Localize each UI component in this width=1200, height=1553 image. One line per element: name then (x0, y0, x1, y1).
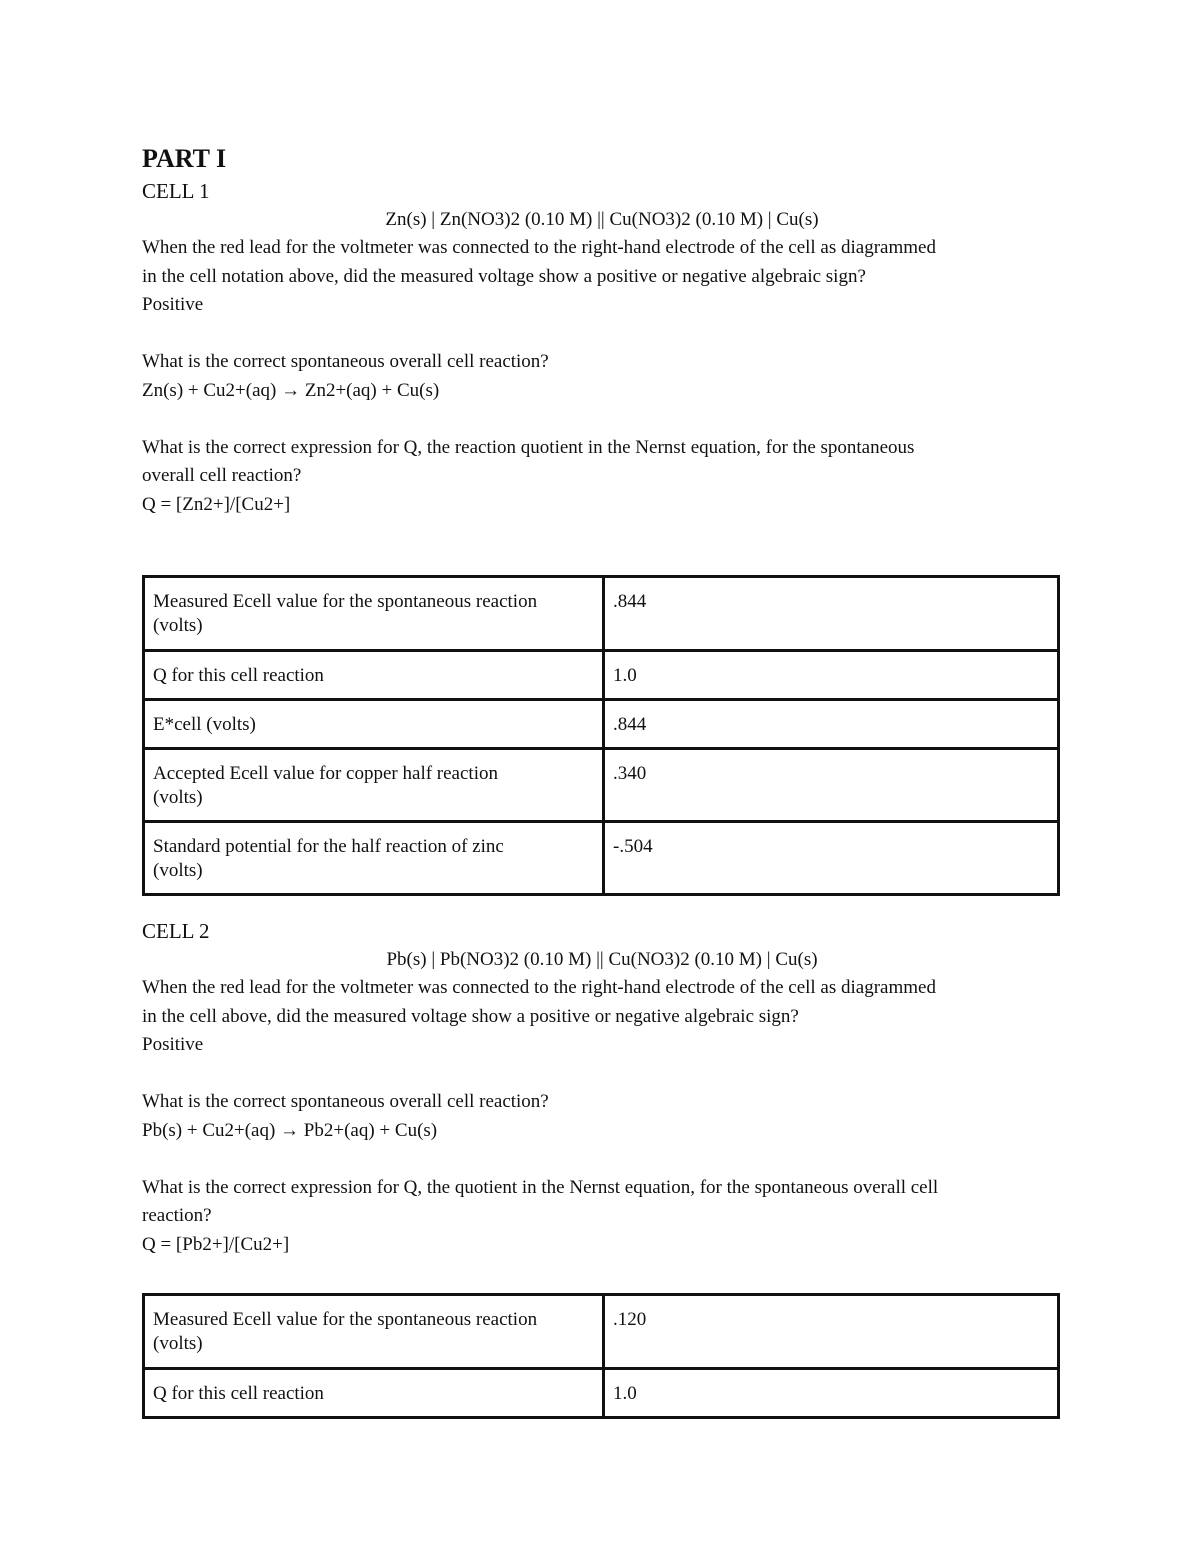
cell-2-answer-2: Pb(s) + Cu2+(aq) → Pb2+(aq) + Cu(s) (142, 1119, 438, 1141)
table-row (144, 749, 1059, 822)
table-value-cell: 1.0 (604, 651, 1059, 700)
label-line: Accepted Ecell value for copper half reaction (153, 763, 498, 784)
table-label-cell (144, 651, 604, 700)
cell-1-answer-3: Q = [Zn2+]/[Cu2+] (142, 493, 291, 515)
table-row (144, 822, 1059, 895)
table-label-cell (144, 749, 604, 822)
cell-1-answer-1: Positive (142, 294, 204, 315)
table-label-cell (144, 577, 604, 651)
table-value-cell: .844 (604, 577, 1059, 651)
table-label-cell (144, 700, 604, 749)
label-line: Q for this cell reaction (153, 665, 324, 686)
cell-1-question-3-line-2: overall cell reaction? (142, 465, 302, 486)
label-line: Q for this cell reaction (153, 1383, 324, 1404)
table-row (144, 700, 1059, 749)
label-line: Standard potential for the half reaction of zinc (153, 836, 504, 857)
cell-2-data-table (142, 1293, 1060, 1419)
cell-2-question-1-line-1: When the red lead for the voltmeter was connected to the right-hand electrode of the cell as diagrammed (142, 977, 936, 998)
cell-1-question-1-line-1: When the red lead for the voltmeter was connected to the right-hand electrode of the cell as diagrammed (142, 237, 936, 258)
cell-2-notation: Pb(s) | Pb(NO3)2 (0.10 M) || Cu(NO3)2 (0.10 M) | Cu(s) (386, 949, 818, 970)
table-value-cell: .340 (604, 749, 1059, 822)
label-line: (volts) (153, 1333, 203, 1354)
cell-2-answer-3: Q = [Pb2+]/[Cu2+] (142, 1233, 290, 1255)
cell-1-question-3-line-1: What is the correct expression for Q, the reaction quotient in the Nernst equation, for the spontaneous (142, 436, 915, 458)
table-row (144, 1295, 1059, 1369)
table-row (144, 651, 1059, 700)
label-line: E*cell (volts) (153, 714, 256, 735)
table-label-cell (144, 1295, 604, 1369)
cell-1-notation: Zn(s) | Zn(NO3)2 (0.10 M) || Cu(NO3)2 (0.10 M) | Cu(s) (385, 209, 819, 230)
cell-1-question-2: What is the correct spontaneous overall cell reaction? (142, 351, 549, 372)
cell-2-question-1-line-2: in the cell above, did the measured voltage show a positive or negative algebraic sign? (142, 1005, 799, 1027)
label-line: Measured Ecell value for the spontaneous reaction (153, 591, 538, 612)
cell-1-title: CELL 1 (142, 179, 210, 203)
cell-2-question-3-line-1: What is the correct expression for Q, the quotient in the Nernst equation, for the spontaneous overall cell (142, 1176, 939, 1198)
table-value-cell: 1.0 (604, 1369, 1059, 1418)
table-row (144, 1369, 1059, 1418)
cell-1-section (142, 176, 1062, 896)
cell-1-question-1-line-2: in the cell notation above, did the measured voltage show a positive or negative algebraic sign? (142, 265, 866, 287)
cell-2-answer-1: Positive (142, 1034, 204, 1055)
cell-2-question-2: What is the correct spontaneous overall cell reaction? (142, 1091, 549, 1112)
table-value-cell: .844 (604, 700, 1059, 749)
table-value-cell: .120 (604, 1295, 1059, 1369)
table-label-cell (144, 1369, 604, 1418)
part-title: PART I (142, 144, 227, 173)
cell-1-data-table (142, 575, 1060, 896)
table-value-cell: -.504 (604, 822, 1059, 895)
table-row (144, 577, 1059, 651)
label-line: (volts) (153, 615, 203, 636)
cell-1-answer-2: Zn(s) + Cu2+(aq) → Zn2+(aq) + Cu(s) (142, 379, 440, 401)
table-label-cell (144, 822, 604, 895)
label-line: (volts) (153, 860, 203, 881)
cell-2-section (142, 916, 1062, 1419)
label-line: (volts) (153, 787, 203, 808)
label-line: Measured Ecell value for the spontaneous reaction (153, 1309, 538, 1330)
cell-2-title: CELL 2 (142, 919, 210, 943)
document-page (142, 142, 1062, 1419)
cell-2-question-3-line-2: reaction? (142, 1205, 212, 1226)
